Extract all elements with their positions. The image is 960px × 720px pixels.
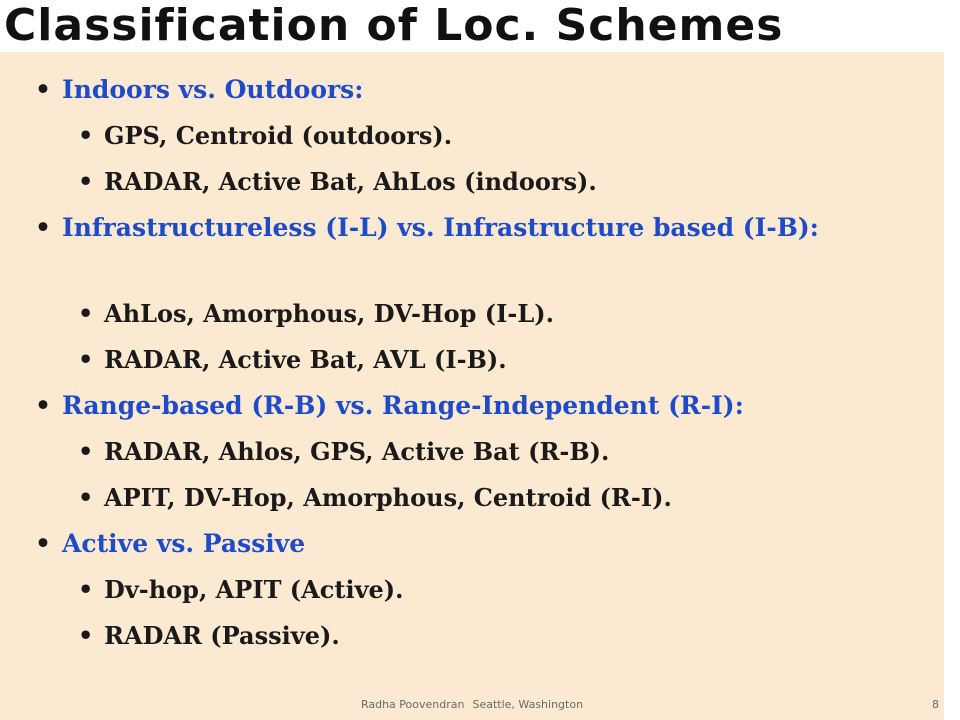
bullet-icon: • bbox=[78, 299, 94, 328]
bullet-text: Active vs. Passive bbox=[62, 529, 306, 558]
bullet-icon: • bbox=[78, 167, 94, 196]
bullet-text: Indoors vs. Outdoors: bbox=[62, 75, 364, 104]
bullet-text: Infrastructureless (I-L) vs. Infrastructure based (I-B): bbox=[62, 213, 819, 242]
bullet-text: RADAR, Active Bat, AVL (I-B). bbox=[104, 345, 507, 374]
bullet-text: RADAR, Ahlos, GPS, Active Bat (R-B). bbox=[104, 437, 610, 466]
bullet-icon: • bbox=[78, 121, 94, 150]
bullet-icon: • bbox=[78, 345, 94, 374]
bullet-icon: • bbox=[78, 575, 94, 604]
bullet-item-level1 bbox=[35, 72, 364, 108]
bullet-icon: • bbox=[78, 621, 94, 650]
slide-footer bbox=[0, 698, 944, 711]
footer-author: Radha Poovendran bbox=[360, 698, 465, 711]
page-number: 8 bbox=[932, 698, 939, 711]
bullet-icon: • bbox=[35, 391, 51, 420]
slide-title: Classification of Loc. Schemes bbox=[4, 0, 784, 51]
bullet-item-level2 bbox=[78, 480, 672, 516]
bullet-text: APIT, DV-Hop, Amorphous, Centroid (R-I). bbox=[104, 483, 672, 512]
bullet-icon: • bbox=[35, 529, 51, 558]
bullet-item-level2 bbox=[78, 342, 507, 378]
bullet-item-level2 bbox=[78, 434, 610, 470]
bullet-item-level2 bbox=[78, 164, 597, 200]
bullet-text: Dv-hop, APIT (Active). bbox=[104, 575, 404, 604]
bullet-item-level1 bbox=[35, 388, 744, 424]
bullet-item-level2 bbox=[78, 572, 404, 608]
footer-location: Seattle, Washington bbox=[472, 698, 584, 711]
bullet-icon: • bbox=[78, 483, 94, 512]
bullet-text: GPS, Centroid (outdoors). bbox=[104, 121, 453, 150]
bullet-text: Range-based (R-B) vs. Range-Independent (R-I): bbox=[62, 391, 744, 420]
bullet-item-level2 bbox=[78, 618, 340, 654]
bullet-icon: • bbox=[35, 213, 51, 242]
bullet-text: RADAR, Active Bat, AhLos (indoors). bbox=[104, 167, 597, 196]
bullet-text: AhLos, Amorphous, DV-Hop (I-L). bbox=[104, 299, 554, 328]
bullet-icon: • bbox=[35, 75, 51, 104]
bullet-icon: • bbox=[78, 437, 94, 466]
bullet-item-level1 bbox=[35, 210, 922, 246]
bullet-item-level2 bbox=[78, 118, 453, 154]
bullet-text: RADAR (Passive). bbox=[104, 621, 340, 650]
bullet-item-level1 bbox=[35, 526, 306, 562]
bullet-item-level2 bbox=[78, 296, 554, 332]
